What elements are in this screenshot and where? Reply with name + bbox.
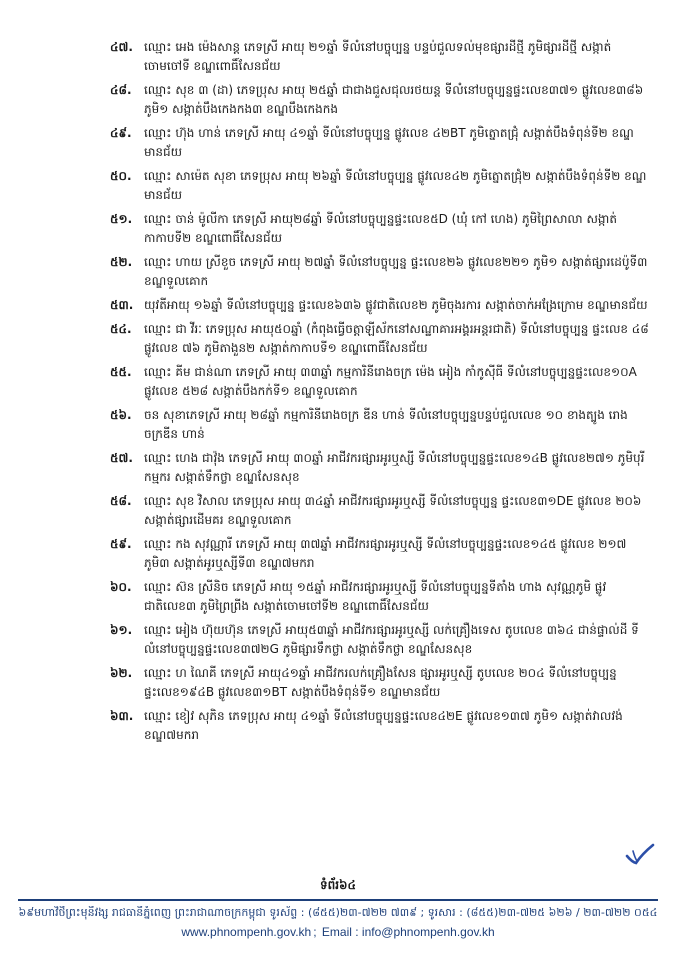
list-item [110,81,650,119]
entry-number: ៦០. [110,580,132,594]
entry-number: ៤៧. [110,40,133,54]
entry-text: ឈ្មោះ ជា វីរៈ ភេទប្រុស អាយុ៥០ឆ្នាំ (កំពុងធ្វើចត្តាឡីស័កនៅសណ្ឋាគារអង្គរអន្តរជាតិ) ទីលំនៅបច្ចុប្បន្ន ផ្ទះលេខ ៤៨ ផ្លូវលេខ ៧៦ ភូមិតាងួន២ សង្កាត់កាកាបទី១ ខណ្ឌពោធិ៍សែនជ័យ [144,322,649,355]
entry-text: យុវតីអាយុ ១៦ឆ្នាំ ទីលំនៅបច្ចុប្បន្ន ផ្ទះលេខ៦៣៦ ផ្លូវជាតិលេខ២ ភូមិចុងរការ សង្កាត់ចាក់អង្រែក្រោម ខណ្ឌមានជ័យ [144,298,648,312]
entry-text: ចន សុខាភេទស្រី អាយុ ២៨ឆ្នាំ កម្មការិនីរោងចក្រ ឌីន ហាន់ ទីលំនៅបច្ចុប្បន្នបន្ទប់ជួលលេខ ១០ ខាងត្បូង រោងចក្រឌីន ហាន់ [144,408,628,441]
list-item [110,664,650,702]
list-item [110,707,650,745]
entry-number: ៦២. [110,666,133,680]
list-item [110,535,650,573]
entry-text: ឈ្មោះ អៀង ហ៊ុយហ៊ុន ភេទស្រី អាយុ៥៣ឆ្នាំ អាជីវករផ្សារអូរឬស្សី លក់គ្រឿងទេស តូបលេខ ៣៦៤ ជាន់ផ្ទាល់ដី ទីលំនៅបច្ចុប្បន្នផ្ទះលេខ៣៧២G ភូមិផ្សារទឹកថ្លា សង្កាត់ទឹកថ្លា ខណ្ឌសែនសុខ [144,623,639,656]
entry-text: ឈ្មោះ សាម៉េត សុខា ភេទប្រុស អាយុ ២៦ឆ្នាំ ទីលំនៅបច្ចុប្បន្ន ផ្លូវលេខ៤២ ភូមិត្នោតជ្រុំ២ សង្កាត់បឹងទំពុន់ទី២ ខណ្ឌមានជ័យ [144,169,647,202]
list-item [110,124,650,162]
footer-divider [18,899,658,901]
entry-text: ឈ្មោះ ហាយ ស្រីខួច ភេទស្រី អាយុ ២៧ឆ្នាំ ទីលំនៅបច្ចុប្បន្ន ផ្ទះលេខ២៦ ផ្លូវលេខ២២១ ភូមិ១ សង្កាត់ផ្សារដេប៉ូទី៣ ខណ្ឌទួលគោក [144,255,648,288]
list-item [110,210,650,248]
entry-text: ឈ្មោះ ហ ណៃគី ភេទស្រី អាយុ៤១ឆ្នាំ អាជីវករលក់គ្រឿងសែន ផ្សារអូរឬស្សី តូបលេខ ២០៤ ទីលំនៅបច្ចុប្បន្នផ្ទះលេខ១៩៤B ផ្លូវលេខ៣១BT សង្កាត់បឹងទំពុន់ទី១ ខណ្ឌមានជ័យ [144,666,617,699]
entry-text: ឈ្មោះ អេង ម៉េងសាន្ត ភេទស្រី អាយុ ២១ឆ្នាំ ទីលំនៅបច្ចុប្បន្ន បន្ទប់ជួលទល់មុខផ្សារដីថ្មី ភូមិផ្សារដីថ្មី សង្កាត់ចោមចៅទី ខណ្ឌពោធិ៍សែនជ័យ [144,40,612,73]
list-item [110,167,650,205]
entry-number: ៥៦. [110,408,132,422]
entry-number: ៦១. [110,623,133,637]
entry-text: ឈ្មោះ ស៊ន ស្រីនិច ភេទស្រី អាយុ ១៥ឆ្នាំ អាជីវករផ្សារអូរឬស្សី ទីលំនៅបច្ចុប្បន្នទីតាំង ហាង សុវណ្ណភូមិ ផ្លូវជាតិលេខ៣ ភូមិព្រៃព្រីង សង្កាត់ចោមចៅទី២ ខណ្ឌពោធិ៍សែនជ័យ [144,580,607,613]
list-item [110,406,650,444]
entry-text: ឈ្មោះ ចាន់ ម៉ូលីកា ភេទស្រី អាយុ២៨ឆ្នាំ ទីលំនៅបច្ចុប្បន្នផ្ទះលេខ៥D (ឃុំ កៅ ហេង) ភូមិព្រៃសាលា សង្កាត់កាកាបទី២ ខណ្ឌពោធិ៍សែនជ័យ [144,212,617,245]
entry-number: ៥៧. [110,451,133,465]
entry-number: ៥១. [110,212,133,226]
entry-number: ៦៣. [110,709,134,723]
entry-number: ៥៤. [110,322,132,336]
list-item [110,296,650,315]
entry-number: ៥២. [110,255,133,269]
website-link[interactable]: www.phnompenh.gov.kh [181,925,312,939]
entry-number: ៤៩. [110,126,132,140]
entry-number: ៥៩. [110,537,132,551]
entry-list [110,38,650,750]
entry-text: ឈ្មោះ ខៀវ សុភិន ភេទប្រុស អាយុ ៤១ឆ្នាំ ទីលំនៅបច្ចុប្បន្នផ្ទះលេខ៤២E ផ្លូវលេខ១៣៧ ភូមិ១ សង្កាត់វាលវង់ ខណ្ឌ៧មករា [144,709,623,742]
signature-checkmark-icon [624,842,656,866]
entry-number: ៥៣. [110,298,134,312]
page-number: ទំព័រ៦៤ [319,878,357,892]
list-item [110,578,650,616]
entry-number: ៤៨. [110,83,132,97]
entry-number: ៥៥. [110,365,132,379]
list-item [110,492,650,530]
list-item [110,320,650,358]
list-item [110,253,650,291]
entry-number: ៥០. [110,169,132,183]
entry-text: ឈ្មោះ គីម ជាន់ណា ភេទស្រី អាយុ ៣៣ឆ្នាំ កម្មការិនីរោងចក្រ ម៉េង អៀង កាំកូស៊ីធី ទីលំនៅបច្ចុប្បន្នផ្ទះលេខ១០A ផ្លូវលេខ ៥២៨ សង្កាត់បឹងកក់ទី១ ខណ្ឌទួលគោក [144,365,637,398]
email-link[interactable]: Email : info@phnompenh.gov.kh [321,925,495,939]
entry-text: ឈ្មោះ ហ៊ុង ហាន់ ភេទស្រី អាយុ ៤១ឆ្នាំ ទីលំនៅបច្ចុប្បន្ន ផ្លូវលេខ ៤២BT ភូមិត្នោតជ្រុំ សង្កាត់បឹងទំពុន់ទី២ ខណ្ឌមានជ័យ [144,126,634,159]
entry-text: ឈ្មោះ កង សុវណ្ណារី ភេទស្រី អាយុ ៣៧ឆ្នាំ អាជីវករផ្សារអូរឬស្សី ទីលំនៅបច្ចុប្បន្នផ្ទះលេខ១៤៥ ផ្លូវលេខ ២១៧ ភូមិ៣ សង្កាត់អូរឬស្សីទី៣ ខណ្ឌ៧មករា [144,537,627,570]
entry-text: ឈ្មោះ សុខ វិសាល ភេទប្រុស អាយុ ៣៤ឆ្នាំ អាជីវករផ្សារអូរឬស្សី ទីលំនៅបច្ចុប្បន្ន ផ្ទះលេខ៣១DE ផ្លូវលេខ ២០៦ សង្កាត់ផ្សារដើមគរ ខណ្ឌទួលគោក [144,494,642,527]
footer-address: ៦៩មហាវិថីព្រះមុនីវង្ស រាជធានីភ្នំពេញ ព្រះរាជាណាចក្រកម្ពុជា ទូរស័ព្ទ : (៨៥៥)២៣-៧២២ ៧៣៩ ; ទូរសារ : (៨៥៥)២៣-៧២៥ ៦២៦ / ២៣-៧២២ ០៥៤ [18,906,658,919]
entry-text: ឈ្មោះ ហេង ជាវ៉ុង ភេទស្រី អាយុ ៣០ឆ្នាំ អាជីវករផ្សារអូរឬស្សី ទីលំនៅបច្ចុប្បន្នផ្ទះលេខ១៤B ផ្លូវលេខ២៧១ ភូមិបុរីកម្មករ សង្កាត់ទឹកថ្លា ខណ្ឌសែនសុខ [144,451,645,484]
list-item [110,38,650,76]
entry-text: ឈ្មោះ សុខ ៣ (ដា) ភេទប្រុស អាយុ ២៥ឆ្នាំ ជាជាងជួសជុលរថយន្ត ទីលំនៅបច្ចុប្បន្នផ្ទះលេខ៣៧១ ផ្លូវលេខ៣៨៦ ភូមិ១ សង្កាត់បឹងកេងកង៣ ខណ្ឌបឹងកេងកង [144,83,644,116]
footer-contact: www.phnompenh.gov.kh ; Email : info@phnompenh.gov.kh [181,925,495,939]
list-item [110,621,650,659]
list-item [110,363,650,401]
list-item [110,449,650,487]
entry-number: ៥៨. [110,494,132,508]
